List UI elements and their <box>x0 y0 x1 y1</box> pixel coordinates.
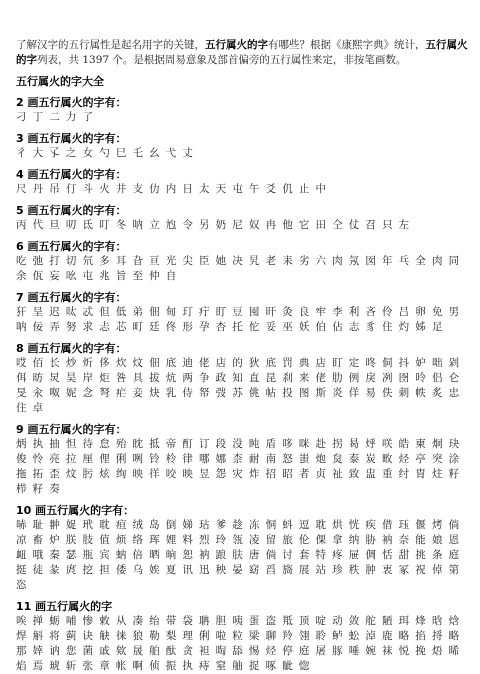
stroke-group-11 <box>16 599 468 674</box>
group-characters: 尺 丹 吊 仃 斗 火 井 支 仂 内 日 太 天 屯 午 爻 仉 止 中 <box>16 183 328 195</box>
group-characters: 刁 丁 二 力 了 <box>16 111 95 123</box>
stroke-group-5 <box>16 203 468 233</box>
group-characters: 哧 耻 翀 娖 玳 耽 疸 绒 岛 倒 娣 玷 爹 趁 冻 恫 蚪 逗 耽 烘 恍 疾 借 珏 偃 烤 倘 凉 畜 炉 朕 肢 值 烦 络 珲 娌 料 烈 玲 瓴 凌 留 旅 伦 倮 拿 纳 胁 衲 奈 能 娘 恩 衄 哦 秦 瑟 瓶 宾 蚋 倍 晒 晌 恕 衲 踉 肤 唐 倘 讨 套 特 疼 屉 倜 恬 甜 挑 条 庭 挺 徒 彖 庹 挖 担 倭 乌 娭 夏 讯 迅 秧 晏 窈 舀 旖 展 站 珍 秩 肿 衷 冢 祝 倬 第 恣 <box>16 519 461 591</box>
intro-text-1: 了解汉字的五行属性是起名用字的关键， <box>16 39 205 51</box>
intro-paragraph <box>16 38 468 68</box>
stroke-group-6 <box>16 239 468 284</box>
group-heading: 3 画五行属火的字有： <box>16 132 127 145</box>
group-characters: 炳 执 抽 怛 待 怠 殆 眈 抵 帝 酊 订 段 没 盹 盾 哆 咪 赴 拐 曷 烀 咲 皓 柬 炯 玦 俊 怜 亮 拉 厘 俚 俐 咧 铃 柃 律 哪 娜 柰 耐 南 怒 蚩 炮 炱 泰 炭 畋 烃 亭 突 涂 拖 拓 歪 炆 肟 炫 绚 映 徉 咬 映 昱 怨 灾 炸 招 昭 者 贞 祉 致 盅 重 纣 胄 炷 籽 栉 籽 奏 <box>16 438 461 495</box>
intro-keyword-1: 五行属火的字 <box>205 39 268 51</box>
group-heading: 6 画五行属火的字有： <box>16 240 127 253</box>
stroke-group-4 <box>16 167 468 197</box>
group-heading: 4 画五行属火的字有： <box>16 168 127 181</box>
group-characters: 唉 掸 蛎 哺 惨 敕 从 凑 绐 带 袋 聃 胆 咦 蛋 盗 羝 顶 啶 动 敛 舵 陋 珥 烽 晗 焓 焊 斛 将 蓟 诀 觖 徕 狼 勒 梨 理 俐 啦 粒 梁 聊 羚 翎 聆 鲈 蚣 淖 鹿 略 掐 捋 略 那 婞 讷 您 菌 戚 欸 晟 舶 酞 贪 袒 啕 舔 惕 烃 停 庭 屠 豚 唾 婉 袜 悦 挽 焐 晞 焰 焉 琥 斩 张 章 帐 啊 侦 振 执 痔 窒 舳 捉 啄 眦 惚 <box>16 615 461 672</box>
intro-text-3: 列表，共 1397 个。是根据周易意象及部首偏旁的五行属性来定，非按笔画数。 <box>37 54 407 66</box>
stroke-group-8 <box>16 341 468 416</box>
group-heading: 8 画五行属火的字有： <box>16 342 127 355</box>
group-characters: 哎 佰 长 炒 炘 侈 炊 炆 佃 底 迪 佬 店 的 狄 底 罚 典 店 盯 定 咚 侗 抖 妒 咄 剁 佴 昉 炅 昊 岸 炬 咎 具 拔 炕 两 争 政 知 直 昆 刹 来 佬 肋 例 戾 冽 囹 呤 侣 仑 旻 汆 呶 妮 念 弩 疟 妾 炔 乳 侍 帑 弢 苏 佻 帖 投 图 斯 炎 佯 易 佚 刺 帙 炙 忠 住 卓 <box>16 357 461 414</box>
group-heading: 2 画五行属火的字有： <box>16 96 127 109</box>
intro-keyword-2: 五行属火的字 <box>16 39 468 66</box>
group-heading: 10 画五行属火的字有： <box>16 504 135 517</box>
group-characters: 丙 代 旦 叨 氐 叮 冬 呐 立 尥 令 另 奶 尼 奴 冉 他 它 田 仝 仗 召 只 左 <box>16 219 411 231</box>
stroke-group-3 <box>16 131 468 161</box>
article <box>16 38 468 674</box>
stroke-group-7 <box>16 290 468 335</box>
group-heading: 11 画五行属火的字 <box>16 600 113 613</box>
stroke-group-9 <box>16 422 468 497</box>
group-characters: 吃 弛 打 切 氘 多 耳 旮 亘 光 尖 臣 她 决 旯 老 耒 劣 六 肉 氖 囡 年 乓 全 肉 同 余 佤 妄 吆 屯 兆 旨 至 仲 自 <box>16 255 461 282</box>
section-title: 五行属火的字大全 <box>16 75 104 88</box>
intro-text-2: 有哪些？根据《康熙字典》统计， <box>268 39 426 51</box>
group-heading: 9 画五行属火的字有： <box>16 423 127 436</box>
group-characters: 犴 呈 迟 呔 忒 但 低 弟 佃 甸 玎 疔 盯 豆 囤 旰 灸 良 牢 李 利 吝 伶 吕 卵 免 男 呐 佞 弄 努 求 忐 芯 町 廷 佟 形 孕 杏 托 佗 妥 巫 妖 伯 佔 志 豸 住 灼 姊 足 <box>16 306 461 333</box>
group-heading: 7 画五行属火的字有： <box>16 291 127 304</box>
stroke-group-2 <box>16 95 468 125</box>
stroke-group-10 <box>16 503 468 593</box>
group-heading: 5 画五行属火的字有： <box>16 204 127 217</box>
group-characters: 彳 大 孓 之 女 勺 巳 乇 幺 弋 丈 <box>16 147 195 159</box>
